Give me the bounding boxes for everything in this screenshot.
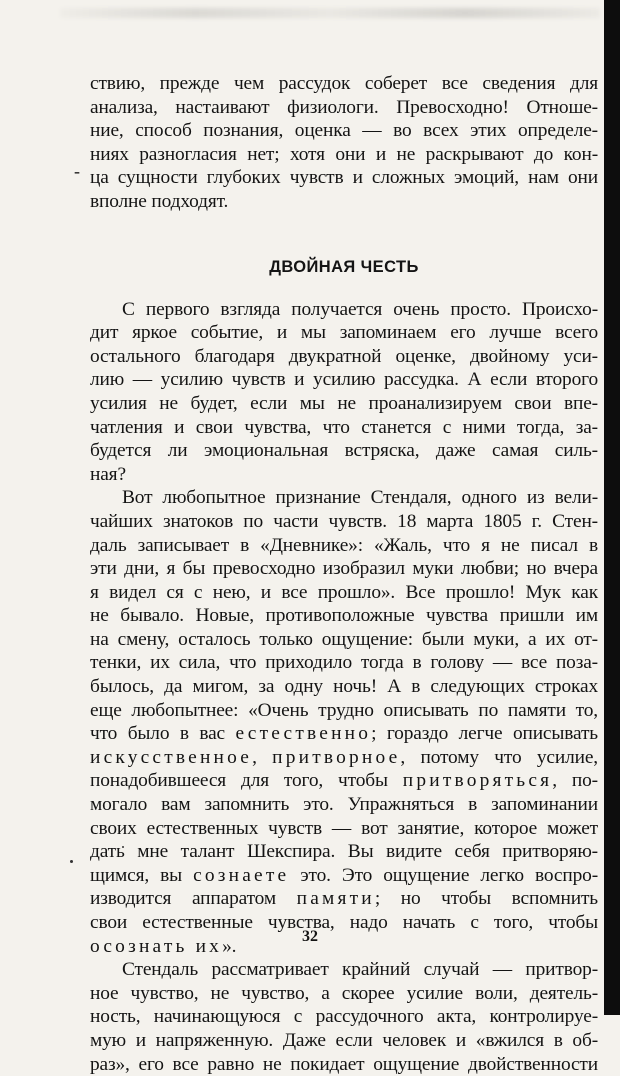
page-number: 32 [302, 928, 318, 945]
text-line: тенки, их сила, что приходило тогда в голову — все поза- [90, 652, 598, 674]
section-heading: ДВОЙНАЯ ЧЕСТЬ [269, 257, 419, 276]
text-line: чатления и свои чувства, что станется с ними тогда, за- [90, 416, 598, 438]
spaced-emphasis: сознаете [193, 864, 290, 886]
text-line [90, 864, 598, 888]
text-line: будется ли эмоциональная встряска, даже самая силь- [90, 440, 598, 462]
scan-top-smudge [60, 8, 600, 18]
text-line: ниях разногласия нет; хотя они и не раскрывают до кон- [90, 143, 598, 165]
text-line: ное чувство, не чувство, а скорее усилие воли, деятель- [90, 982, 598, 1004]
text-line: вполне подходят. [90, 190, 229, 212]
text-line: былось, да мигом, за одну ночь! А в следующих строках [90, 676, 598, 698]
page-body [90, 72, 598, 1076]
text-line: анализа, настаивают физиологи. Превосходно! Отноше- [90, 96, 598, 118]
text-line: не бывало. Новые, противоположные чувства пришли им [90, 605, 598, 627]
text-line: ца сущности глубоких чувств и сложных эмоций, нам они [90, 167, 598, 189]
text-line: С первого взгляда получается очень просто. Происхо- [122, 298, 598, 320]
text-line: я видел ся с нею, и все прошло». Все прошло! Мук как [90, 581, 598, 603]
text-line: ная? [90, 463, 126, 485]
text-line: могало вам запомнить это. Упражняться в запоминании [90, 794, 598, 816]
text-run: , по- [552, 770, 598, 792]
scan-speck [70, 860, 73, 863]
text-line: свои естественные чувства, надо начать с того, чтобы [90, 912, 598, 933]
text-line: Стендаль рассматривает крайний случай — притвор- [122, 959, 598, 981]
text-run: , [252, 746, 273, 768]
text-line: усилия не будет, если мы не проанализируем свои впе- [90, 392, 598, 414]
text-line: чайших знатоков по части чувств. 18 марта 1805 г. Стен- [90, 510, 598, 532]
spaced-emphasis: искусственное [90, 746, 253, 768]
text-line: лию — усилию чувств и усилию рассудка. А если второго [90, 369, 598, 391]
text-run: ; но чтобы вспомнить [374, 888, 598, 910]
text-line: дать мне талант Шекспира. Вы видите себя притворяю- [90, 841, 598, 863]
text-line [90, 769, 598, 793]
text-line: ние, способ познания, оценка — во всех этих определе- [90, 120, 598, 142]
text-line [90, 746, 598, 770]
spaced-emphasis: притворяться [402, 770, 553, 792]
text-line: своих естественных чувств — вот занятие, которое может [90, 817, 598, 839]
margin-mark: - [74, 161, 80, 181]
text-line [90, 887, 598, 911]
text-run: ». [222, 935, 237, 957]
spaced-emphasis: осознать их [90, 935, 223, 957]
text-line: эти дни, я бы превосходно изобразил муки любви; но вчера [90, 558, 598, 580]
text-line: дит яркое событие, и мы запоминаем его лучше всего [90, 322, 598, 344]
intro-paragraph [90, 72, 598, 214]
text-line: раз», его все равно не покидает ощущение двойственности [90, 1053, 598, 1075]
text-run: ; гораздо легче описывать [371, 723, 598, 745]
spaced-emphasis: естественно [235, 723, 372, 745]
text-run: что было в вас [90, 723, 236, 745]
text-line: на смену, осталось только ощущение: были муки, а их от- [90, 628, 598, 650]
spaced-emphasis: памяти [296, 888, 375, 910]
text-line: Вот любопытное признание Стендаля, одного из вели- [122, 487, 598, 509]
text-line [90, 722, 598, 746]
text-line: ность, начинающуюся с рассудочного акта, контролируе- [90, 1006, 598, 1028]
text-run: это. Это ощущение легко воспро- [289, 864, 598, 886]
spaced-emphasis: притворное [272, 746, 401, 768]
text-run: понадобившееся для того, чтобы [90, 770, 403, 792]
text-run: изводится аппаратом [90, 888, 297, 910]
scan-right-edge [604, 0, 620, 1015]
text-line: остального благодаря двукратной оценке, двойному уси- [90, 345, 598, 367]
text-line: мую и напряженную. Даже если человек и «вжился в об- [90, 1029, 598, 1051]
paragraph-3 [90, 958, 598, 1076]
paragraph-2 [90, 486, 598, 958]
text-run: , потому что усилие, [400, 746, 598, 768]
paragraph-1 [90, 298, 598, 487]
text-line: еще любопытнее: «Очень трудно описывать по памяти то, [90, 699, 598, 721]
text-line: даль записывает в «Дневнике»: «Жаль, что я не писал в [90, 534, 598, 556]
text-line: ствию, прежде чем рассудок соберет все сведения для [90, 73, 598, 94]
text-run: щимся, вы [90, 864, 194, 886]
